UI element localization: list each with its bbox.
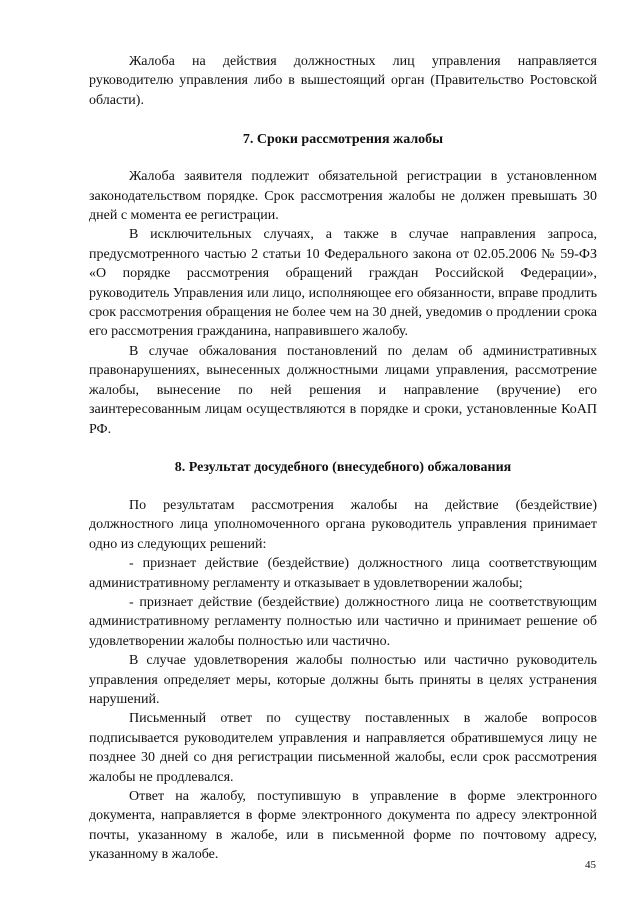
decision-item: - признает действие (бездействие) должностного лица не соответствующим административному регламенту полностью или частично и принимает решение об удовлетворении жалобы полностью или частично. [89,594,597,649]
intro-paragraph: Жалоба на действия должностных лиц управления направляется руководителю управления либо в вышестоящий орган (Правительство Ростовской области). [89,54,597,108]
section-7-paragraph: В исключительных случаях, а также в случае направления запроса, предусмотренного частью 2 статьи 10 Федерального закона от 02.05.2006 № 59-ФЗ «О порядке рассмотрения обращений граждан Российской Федерации», руководитель Управления или лицо, исполняющее его обязанности, вправе продлить срок рассмотрения обращения не более чем на 30 дней, уведомив о продлении срока его рассмотрения гражданина, направившего жалобу. [89,227,597,340]
section-8-paragraph: Ответ на жалобу, поступившую в управление в форме электронного документа, направляется в форме электронного документа по адресу электронной почты, указанному в жалобе, или в письменной форме по почтовому адресу, указанному в жалобе. [89,789,597,863]
section-8-paragraph: По результатам рассмотрения жалобы на действие (бездействие) должностного лица уполномоченного органа руководитель управления принимает одно из следующих решений: [89,497,597,552]
section-8-paragraph: Письменный ответ по существу поставленных в жалобе вопросов подписывается руководителем управления и направляется обратившемуся лицу не позднее 30 дней со дня регистрации письменной жалобы, если срок рассмотрения жалобы не продлевался. [89,711,597,785]
section-7-heading: 7. Сроки рассмотрения жалобы [242,132,444,148]
decision-item: - признает действие (бездействие) должностного лица соответствующим административному регламенту и отказывает в удовлетворении жалобы; [89,556,597,591]
section-8-heading: 8. Результат досудебного (внесудебного) обжалования [174,459,512,475]
section-8-paragraph: В случае удовлетворения жалобы полностью или частично руководитель управления определяет меры, которые должны быть приняты в целях устранения нарушений. [89,653,597,707]
section-7-paragraph: Жалоба заявителя подлежит обязательной регистрации в установленном законодательством порядке. Срок рассмотрения жалобы не должен превышать 30 дней с момента ее регистрации. [89,169,597,224]
section-7-paragraph: В случае обжалования постановлений по делам об административных правонарушениях, вынесенных должностными лицами управления, рассмотрение жалобы, вынесение по ней решения и направление (вручение) его заинтересованным лицам осуществляются в порядке и сроки, установленные КоАП РФ. [89,343,597,437]
page-content [89,52,597,865]
page-number: 45 [585,859,596,871]
